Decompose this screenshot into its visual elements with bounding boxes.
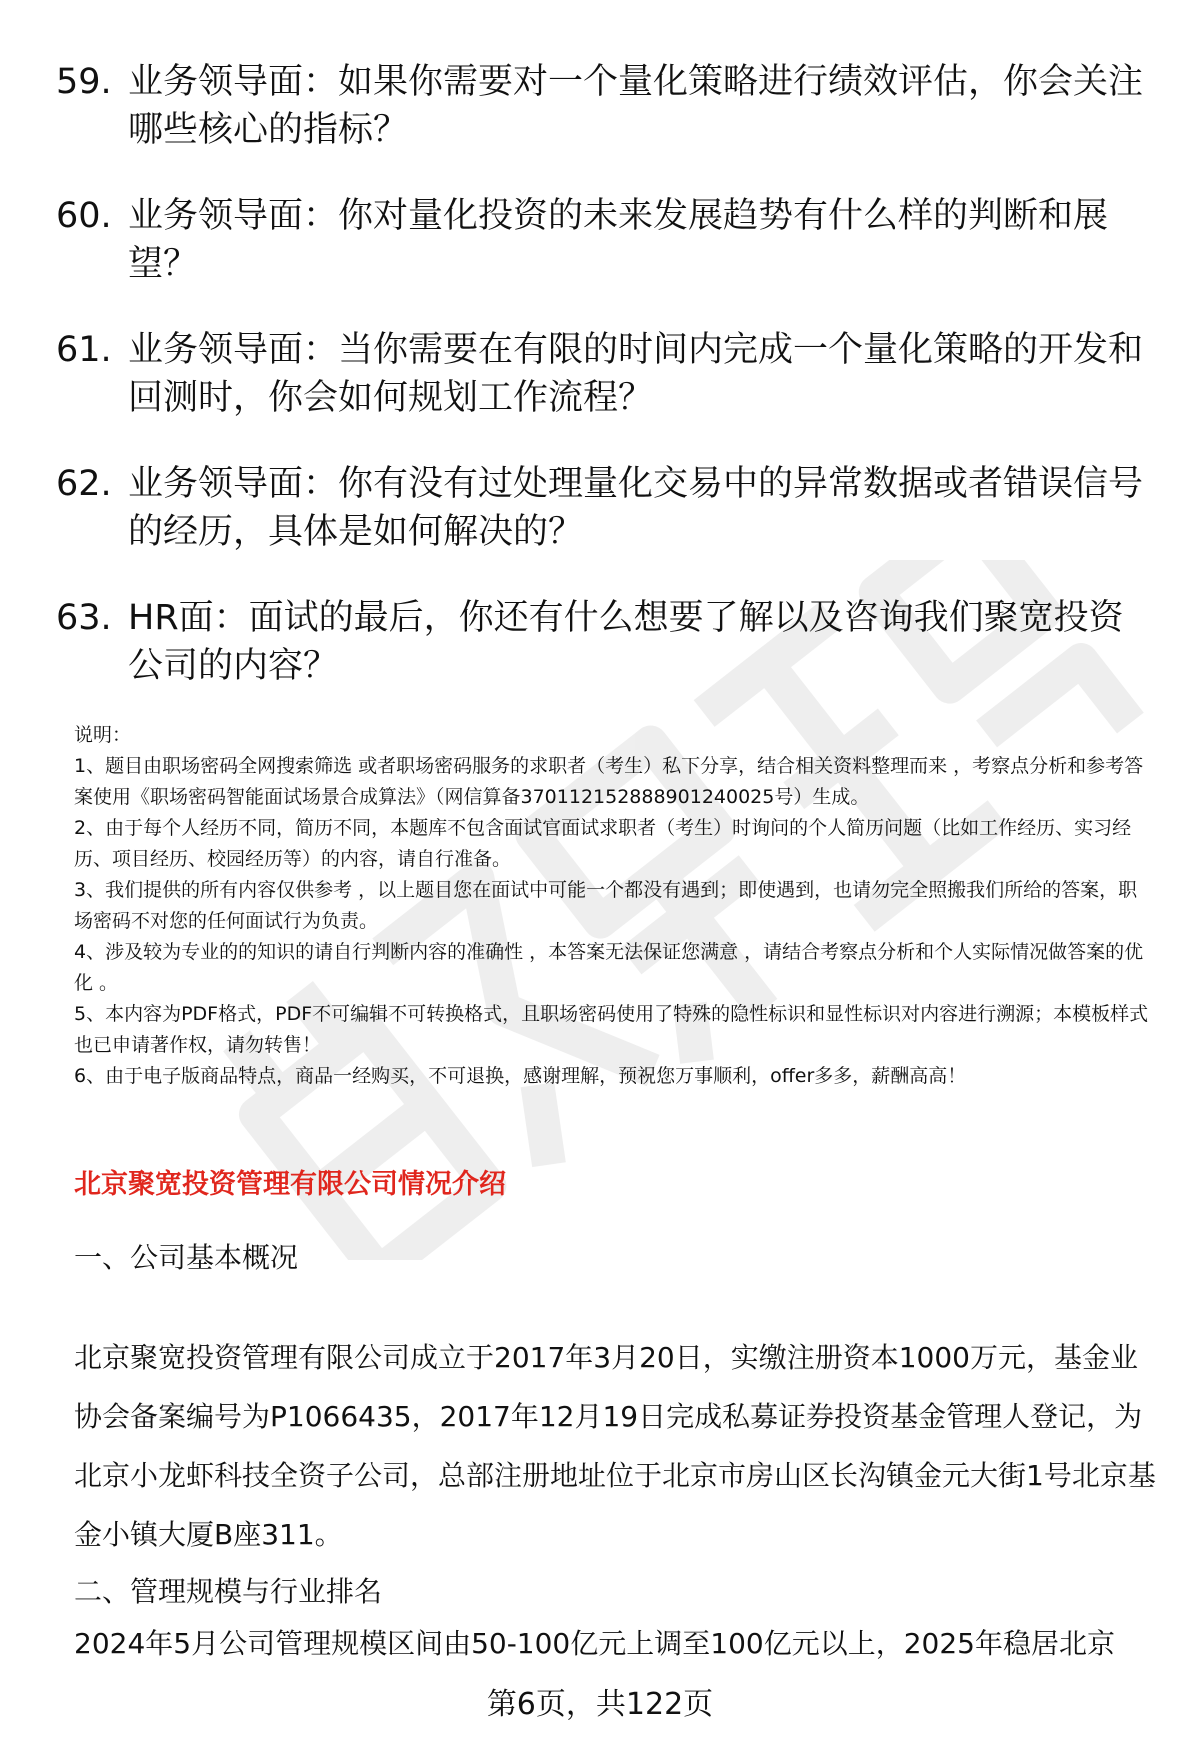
- notes-section: [74, 720, 1154, 1092]
- question-text: 业务领导面：你对量化投资的未来发展趋势有什么样的判断和展望？: [128, 196, 1109, 284]
- note-item: 1、题目由职场密码全网搜索筛选 或者职场密码服务的求职者（考生）私下分享，结合相关资料整理而来 ，考察点分析和参考答案使用《职场密码智能面试场景合成算法》（网信算备370112152888901240025号）生成。: [74, 755, 1144, 808]
- question-item: [56, 58, 1146, 154]
- note-item: 4、涉及较为专业的的知识的请自行判断内容的准确性 ，本答案无法保证您满意 ，请结合考察点分析和个人实际情况做答案的优化 。: [74, 941, 1144, 994]
- question-number: 60.: [56, 196, 112, 236]
- question-number: 61.: [56, 330, 112, 370]
- question-number: 62.: [56, 464, 112, 504]
- note-item: 5、本内容为PDF格式，PDF不可编辑不可转换格式，且职场密码使用了特殊的隐性标识和显性标识对内容进行溯源；本模板样式也已申请著作权，请勿转售！: [74, 1003, 1149, 1056]
- note-item: 6、由于电子版商品特点，商品一经购买，不可退换，感谢理解，预祝您万事顺利，offer多多，薪酬高高！: [74, 1065, 967, 1087]
- company-title: 北京聚宽投资管理有限公司情况介绍: [74, 1169, 506, 1200]
- note-item: 3、我们提供的所有内容仅供参考 ，以上题目您在面试中可能一个都没有遇到；即使遇到，也请勿完全照搬我们所给的答案，职场密码不对您的任何面试行为负责。: [74, 879, 1138, 932]
- question-item: [56, 594, 1146, 690]
- scale-paragraph: 2024年5月公司管理规模区间由50-100亿元上调至100亿元以上，2025年稳居北京: [74, 1627, 1115, 1660]
- notes-title: 说明：: [74, 724, 132, 746]
- question-item: [56, 326, 1146, 422]
- overview-paragraph: 北京聚宽投资管理有限公司成立于2017年3月20日，实缴注册资本1000万元，基金业协会备案编号为P1066435，2017年12月19日完成私募证券投资基金管理人登记，为北京小龙虾科技全资子公司，总部注册地址位于北京市房山区长沟镇金元大街1号北京基金小镇大厦B座311。: [74, 1341, 1156, 1551]
- question-list: [56, 58, 1146, 728]
- section-heading-overview: 一、公司基本概况: [74, 1241, 299, 1274]
- question-text: HR面：面试的最后，你还有什么想要了解以及咨询我们聚宽投资公司的内容？: [128, 598, 1124, 686]
- question-number: 63.: [56, 598, 112, 638]
- page-number: 第6页，共122页: [486, 1687, 714, 1722]
- section-heading-scale: 二、管理规模与行业排名: [74, 1575, 383, 1608]
- question-item: [56, 460, 1146, 556]
- question-item: [56, 192, 1146, 288]
- question-text: 业务领导面：你有没有过处理量化交易中的异常数据或者错误信号的经历，具体是如何解决的？: [128, 464, 1144, 552]
- question-text: 业务领导面：如果你需要对一个量化策略进行绩效评估，你会关注哪些核心的指标？: [128, 62, 1144, 150]
- note-item: 2、由于每个人经历不同，简历不同，本题库不包含面试官面试求职者（考生）时询问的个人简历问题（比如工作经历、实习经历、项目经历、校园经历等）的内容，请自行准备。: [74, 817, 1132, 870]
- question-number: 59.: [56, 62, 112, 102]
- question-text: 业务领导面：当你需要在有限的时间内完成一个量化策略的开发和回测时，你会如何规划工作流程？: [128, 330, 1144, 418]
